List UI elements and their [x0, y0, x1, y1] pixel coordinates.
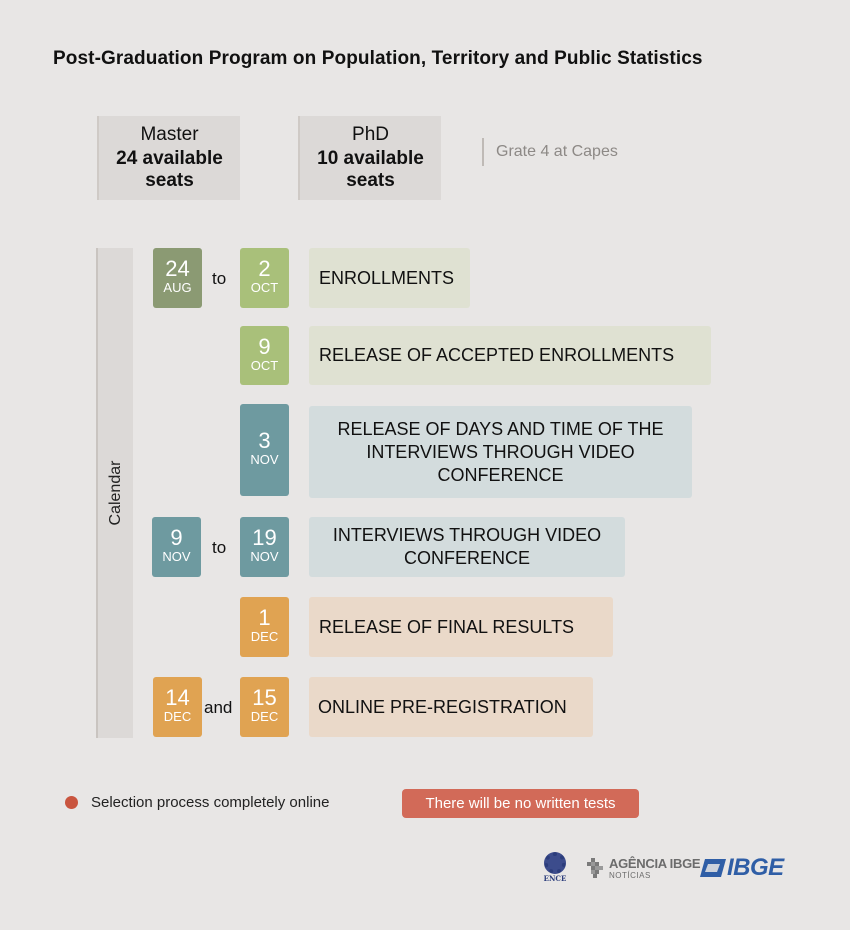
capes-grade: Grate 4 at Capes: [482, 138, 618, 166]
date-start-badge: [152, 517, 201, 577]
notice-badge: There will be no written tests: [402, 789, 639, 818]
date-month: OCT: [250, 358, 279, 373]
date-month: OCT: [250, 280, 279, 295]
date-month: AUG: [163, 280, 192, 295]
date-month: NOV: [250, 549, 279, 564]
date-end-badge: [240, 677, 289, 737]
date-day: 14: [165, 685, 190, 710]
date-connector: and: [204, 698, 233, 717]
legend-dot-icon: [65, 796, 78, 809]
date-day: 19: [252, 525, 277, 550]
date-end-badge: [240, 326, 289, 385]
master-seats-card: [97, 116, 240, 200]
date-end-badge: [240, 404, 289, 496]
date-month: DEC: [250, 629, 279, 644]
date-day: 3: [258, 428, 271, 453]
date-day: 9: [258, 334, 271, 359]
page-title: Post-Graduation Program on Population, Territory and Public Statistics: [53, 48, 703, 69]
date-month: NOV: [162, 549, 191, 564]
master-label: Master: [140, 124, 199, 145]
calendar-label: Calendar: [106, 460, 124, 526]
date-day: 2: [258, 256, 271, 281]
date-month: NOV: [250, 452, 279, 467]
date-start-badge: [153, 677, 202, 737]
event-pre-registration: ONLINE PRE-REGISTRATION: [309, 677, 593, 737]
date-month: DEC: [250, 709, 279, 724]
date-day: 1: [258, 605, 271, 630]
event-accepted-enrollments: RELEASE OF ACCEPTED ENROLLMENTS: [309, 326, 711, 385]
ibge-wordmark: IBGE: [727, 854, 784, 881]
event-enrollments: ENROLLMENTS: [309, 248, 470, 308]
event-interview-schedule: RELEASE OF DAYS AND TIME OF THE INTERVIEWS THROUGH VIDEO CONFERENCE: [309, 406, 692, 498]
calendar-bar: [96, 248, 133, 738]
event-final-results: RELEASE OF FINAL RESULTS: [309, 597, 613, 657]
master-seats: 24 available seats: [116, 148, 223, 191]
date-end-badge: [240, 517, 289, 577]
date-end-badge: [240, 597, 289, 657]
date-month: DEC: [163, 709, 192, 724]
ence-emblem-icon: [544, 852, 566, 874]
agencia-subtitle: NOTÍCIAS: [609, 871, 651, 880]
date-connector: to: [212, 538, 227, 557]
phd-seats-card: [298, 116, 441, 200]
date-day: 15: [252, 685, 277, 710]
brazil-map-icon: [585, 858, 605, 878]
ibge-emblem-icon: [700, 859, 726, 877]
legend-text: Selection process completely online: [91, 794, 330, 811]
event-interviews: INTERVIEWS THROUGH VIDEO CONFERENCE: [309, 517, 625, 577]
phd-label: PhD: [352, 124, 389, 145]
date-end-badge: [240, 248, 289, 308]
date-start-badge: [153, 248, 202, 308]
agencia-title: AGÊNCIA IBGE: [609, 856, 701, 871]
date-day: 9: [170, 525, 183, 550]
date-connector: to: [212, 269, 227, 288]
ence-logo: [542, 852, 568, 883]
ence-logo-text: ENCE: [543, 874, 567, 883]
phd-seats: 10 available seats: [317, 148, 424, 191]
date-day: 24: [165, 256, 190, 281]
